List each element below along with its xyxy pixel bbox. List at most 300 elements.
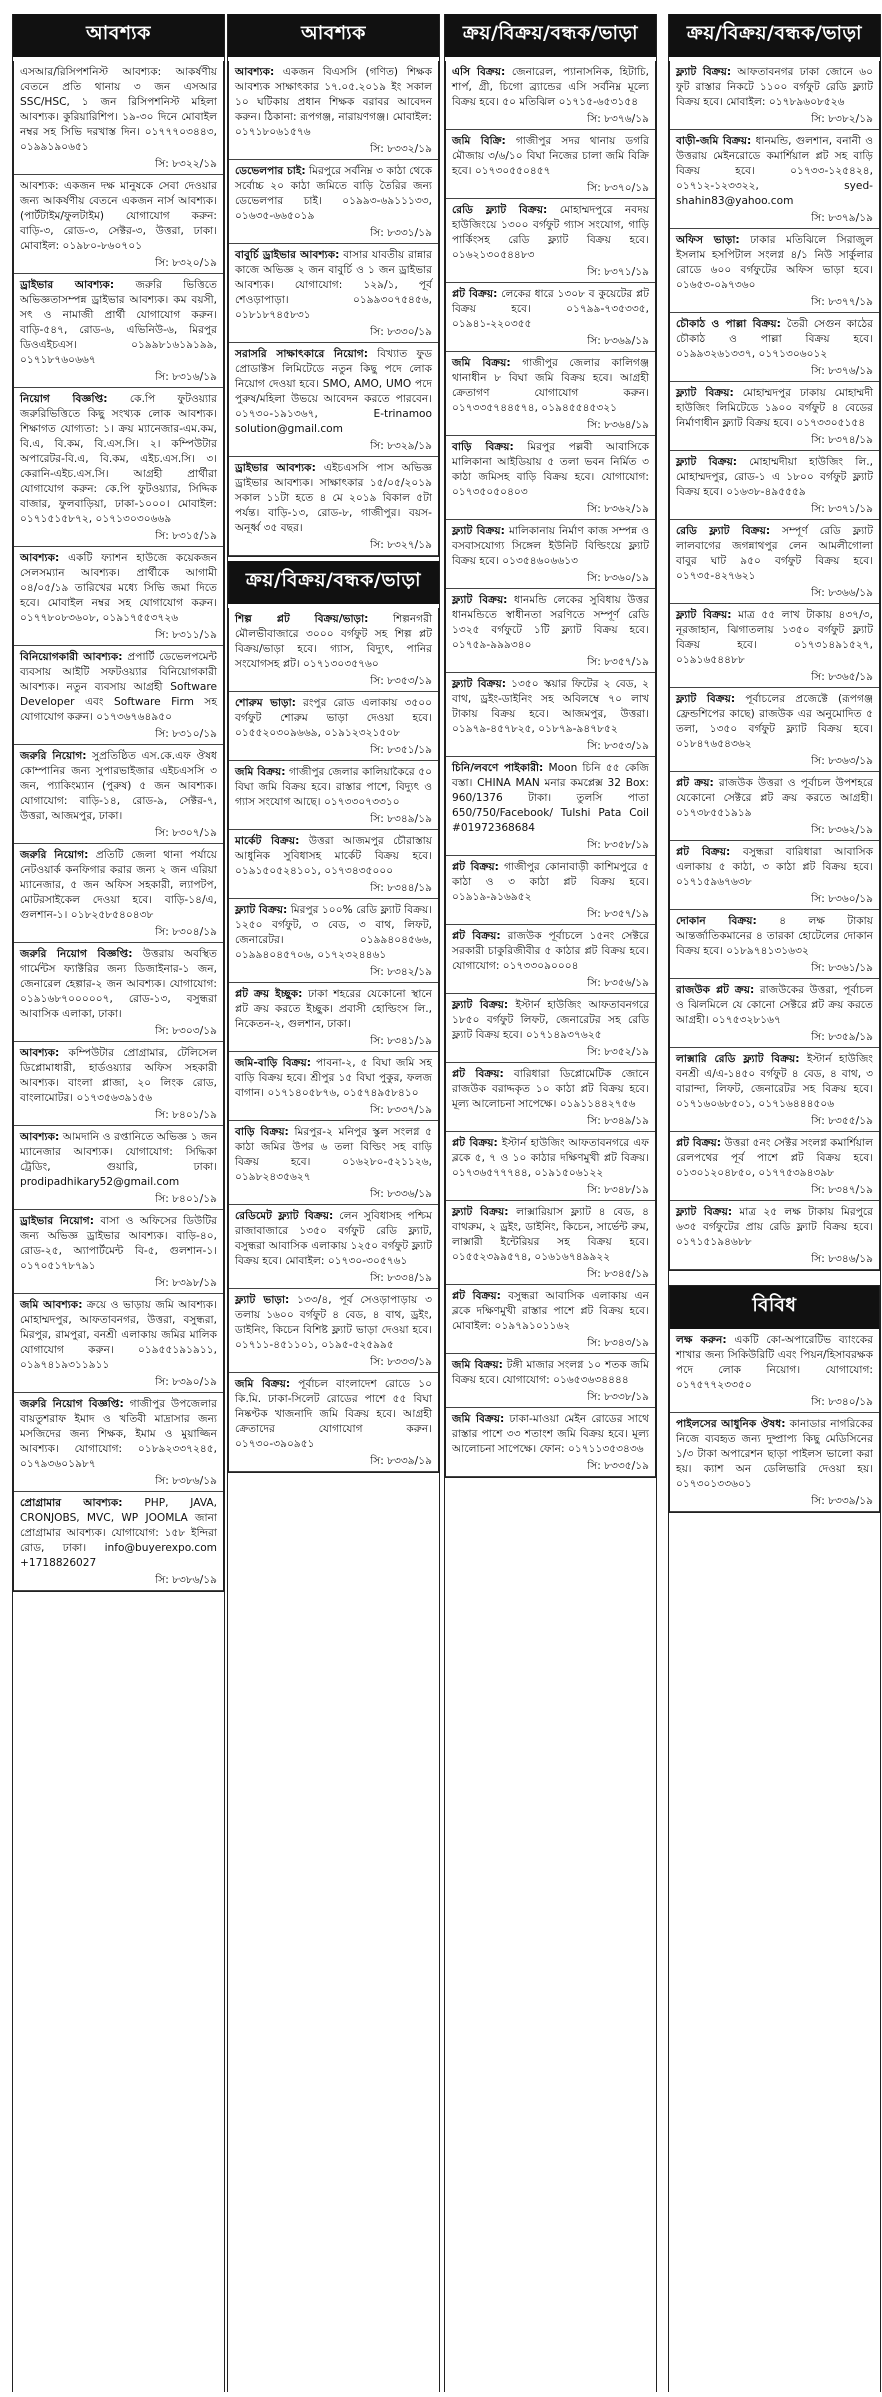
classified-ad [670, 61, 879, 130]
classified-ad [670, 451, 879, 520]
ad-body: মালিকানায় নির্মাণ কাজ সম্পন্ন ও বসবাসযোগ্য সিঙ্গেল ইউনিট বিল্ডিংয়ে ফ্ল্যাট বিক্রয় হবে। ০১৩৫৪৬০৬৬১৩ [452, 525, 650, 567]
classified-ad [670, 130, 879, 229]
ad-code: সি: ৮৩৪৩/১৯ [587, 1337, 649, 1349]
classified-ad [14, 1042, 223, 1126]
ad-body: গাজীপুর সদর থানায় ডগরি মৌজায় ৩/৬/১০ বিঘা নিজের চালা জমি বিক্রি হবে। ০১৭৩০৫৫০৪৫৭ [452, 135, 649, 177]
ad-body: ঢাকার মতিঝিলে সিরাজুল ইসলাম হসপিটাল সংলগ্ন ৪/১ নিউ সার্কুলার রোডে ৬০০ বর্গফুটের অফিস ভাড়া হবে। ০১৬৫৩-০৯৭৩৬০ [676, 234, 873, 291]
classified-ad [14, 1210, 223, 1294]
ad-body: ধানমন্ডি লেকের সুবিধায় উত্তর ধানমন্ডিতে স্বাধীনতা সরণিতে সম্পূর্ণ রেডি ১৩২৫ বর্গফুটে ১টি ফ্ল্যাট বিক্রয় হবে। ০১৭৫৯-৯৯৯৩৪০ [452, 594, 649, 651]
ad-code: সি: ৮৩৭১/১৯ [811, 503, 873, 515]
ad-list [228, 61, 439, 557]
classified-ad [14, 388, 223, 547]
ad-text [452, 440, 649, 500]
ad-body: ঢাকা শহরের যেকোনো স্থানে প্লট ক্রয় করতে ইচ্ছুক। প্রবাসী হোল্ডিংস লি., নিকেতন-২, গুলশান, ঢাকা। [235, 988, 432, 1030]
ad-body: বিখ্যাত ফুড প্রোডাক্টস লিমিটেডে নতুন কিছু পদে লোক নিয়োগ দেওয়া হবে। SMO, AMO, UMO পদে পুরুষ/মহিলা উভয়ে আবেদন করতে পারবেন। ০১৭৩০-১৯১৩৬৭, E-trinamoo solution@gmail.com [235, 348, 433, 435]
ad-text [235, 765, 432, 810]
classified-ad [446, 1132, 655, 1201]
ad-code: সি: ৮৩৩৯/১৯ [811, 1495, 873, 1507]
ad-text [235, 1293, 432, 1353]
ad-title: শিল্প প্লট বিক্রয়/ভাড়া: [235, 613, 369, 625]
classified-ad [446, 1354, 655, 1408]
classified-ad [446, 856, 655, 925]
section-header-misc: বিবিধ [670, 1286, 879, 1329]
ad-text [20, 650, 217, 725]
ad-code: সি: ৮৩২৯/১৯ [370, 440, 432, 452]
ad-code: সি: ৮৩৫৯/১৯ [811, 1031, 873, 1043]
classified-ad [446, 673, 655, 757]
classified-ad [229, 61, 438, 160]
classified-ad [446, 1408, 655, 1477]
ad-title: বাড়ী-জমি বিক্রয়: [676, 135, 752, 147]
classified-ad [446, 994, 655, 1063]
classified-ad [446, 130, 655, 199]
ad-title: জমি বিক্রয়: [235, 766, 286, 778]
ad-body: কে.পি ফুটওয়্যার জরুরিভিত্তিতে কিছু সংখ্যক লোক আবশ্যক। শিক্ষাগত যোগ্যতা: ১। ক্রয় ম্যানেজার-এম.কম, বি.এ, বি.কম, বি.এস.সি। ২। কম্পিউটার অপারেটর-বি.এ, বি.কম, এইচ.এস.সি। ৩। কেরানি-এইচ.এস.সি। আগ্রহী প্রার্থীরা যোগাযোগ করুন: কে.পি ফুটওয়্যার, সিদ্দিক বাজার, ফুলবাড়িয়া, ঢাকা-১০০০। মোবাইল: ০১৭১৫১৫৮৭২, ০১৭১৩০৩০৬৬৯ [20, 393, 217, 525]
classified-ad [14, 274, 223, 388]
ad-text [235, 248, 432, 323]
ad-code: সি: ৮৩৩০/১৯ [370, 326, 432, 338]
ad-text [676, 608, 873, 668]
ad-code: সি: ৮৩৬৫/১৯ [811, 671, 873, 683]
ad-body: রাজউক পূর্বাচলে ১৫নং সেক্টরে সরকারী চাকুরিজীবীর ৫ কাঠার প্লট বিক্রয় হবে। যোগাযোগ: ০১৭৩৩০৯০০০৪ [452, 930, 649, 972]
ad-body: এইচএসসি পাস অভিজ্ঞ ড্রাইভার আবশ্যক। সাক্ষাৎকার ১৫/০৫/২০১৯ সকাল ১১টা হতে ৪ মে ২০১৯ বিকাল ৫টা পর্যন্ত। বাড়ি-১৩, রোড-৮, গাজীপুর। বয়স-অনূর্ধ্ব ৩৫ বছর। [235, 462, 432, 534]
classified-ad [14, 1294, 223, 1393]
ad-title: রেডি ফ্ল্যাট বিক্রয়: [452, 204, 548, 216]
ad-title: প্লট বিক্রয়: [452, 861, 499, 873]
ad-text [676, 524, 873, 584]
ad-code: সি: ৮৩৭৭/১৯ [811, 296, 873, 308]
classified-ad [670, 1201, 879, 1270]
ad-body: বারিধারা ডিপ্লোমেটিক জোনে রাজউক বরাদ্দকৃত ১০ কাঠা প্লট বিক্রয় হবে। মূল্য আলোচনা সাপেক্ষে। ০১৯১১৪৪২৭৫৬ [452, 1068, 649, 1110]
classified-ad [670, 772, 879, 841]
section-header: আবশ্যক [228, 14, 439, 57]
ad-body: মাত্র ২৫ লক্ষ টাকায় মিরপুরে ৬৩৫ বর্গফুটের প্রায় রেডি ফ্ল্যাট বিক্রয় হবে। ০১৭১৫১৯৪৬৮৮ [676, 1206, 874, 1248]
classified-ad [229, 1052, 438, 1121]
ad-text [452, 929, 649, 974]
ad-text [20, 278, 217, 368]
ad-text [235, 696, 432, 741]
ad-body: বসুন্ধরা বারিধারা আবাসিক এলাকায় ৫ কাঠা, ৩ কাঠা প্লট বিক্রয় হবে। ০১৭১৫৯৬৭৬৩৮ [676, 846, 873, 888]
ad-body: উত্তরা ৫নং সেক্টর সংলগ্ন কমার্শিয়াল রেলপথের পূর্ব পাশে প্লট বিক্রয় হবে। ০১৩০১২০৪৮৫০, ০১৭৭৫৩৯৪৩৯৮ [676, 1137, 873, 1179]
ad-title: দোকান বিক্রয়: [676, 915, 757, 927]
ad-title: জরুরি নিয়োগ: [20, 849, 89, 861]
classified-ad [670, 979, 879, 1048]
ad-text [452, 203, 649, 263]
ad-code: সি: ৮৩৬৯/১৯ [587, 335, 649, 347]
ad-text [452, 1289, 649, 1334]
ad-title: ফ্ল্যাট বিক্রয়: [676, 387, 734, 399]
ad-code: সি: ৮৪০১/১৯ [155, 1109, 217, 1121]
ad-body: বসুন্ধরা আবাসিক এলাকায় এন ব্লকে দক্ষিণমুখী রাস্তার পাশে প্লট বিক্রয় হবে। মোবাইল: ০১৯৭৯১০১১৬২ [452, 1290, 649, 1332]
ad-title: প্লট ক্রয় ইচ্ছুক: [235, 988, 303, 1000]
ad-title: জরুরি নিয়োগ বিজ্ঞপ্তি: [20, 1398, 124, 1410]
ad-title: আবশ্যক: [20, 1131, 60, 1143]
ad-body: গাজীপুর জেলার কালিয়াকৈরে ৫০ বিঘা জমি বিক্রয় হবে। রাস্তার পাশে, বিদ্যুৎ ও গ্যাস সংযোগ আছে। ০১৭৩৩০৭৩৩১০ [235, 766, 432, 808]
ad-text [676, 983, 873, 1028]
ad-body: মিরপুরে সর্বনিম্ন ৩ কাঠা থেকে সর্বোচ্চ ২০ কাঠা জমিতে বাড়ি তৈরির জন্য ডেভেলপার চাই। ০১৯৯৩-৬৯১১১৩৩, ০১৬৩৫-৬৬৫০১৯ [235, 165, 432, 222]
ad-code: সি: ৮৩৬০/১৯ [587, 572, 649, 584]
ad-title: জমি বিক্রয়: [452, 1359, 503, 1371]
classified-ad [14, 745, 223, 844]
column-buy-sell-2 [668, 14, 881, 2392]
ad-body: ইস্টার্ন হাউজিং আফতাবনগরে ১৮৫০ বর্গফুট লিফট, জেনারেটর সহ রেডি ফ্ল্যাট বিক্রয় হবে। ০১৭১৪৯৩৭৬২৫ [452, 999, 649, 1041]
ad-text [235, 1377, 432, 1452]
ad-title: প্রোগ্রামার আবশ্যক: [20, 1497, 123, 1509]
ad-body: ইস্টার্ন হাউজিং বনশ্রী এ/এ-১৪৫০ বর্গফুট ৪ বেড, ৪ বাথ, ৩ বারান্দা, লিফট, জেনারেটর সহ বিক্রয় হবে। ০১৭১৬০৬৮৫০১, ০১৭১৬৪৪৪৫০৬ [676, 1053, 873, 1110]
ad-body: মোহাম্মদীয়া হাউজিং লি., মোহাম্মদপুর, রোড-১ এ ১৮০০ বর্গফুট ফ্ল্যাট বিক্রয় হবে। ০১৬৩৮-৪৯৫৫৫৯ [676, 456, 873, 498]
ad-code: সি: ৮৩৭১/১৯ [587, 266, 649, 278]
ad-body: টঙ্গী মাজার সংলগ্ন ১০ শতক জমি বিক্রয় হবে। যোগাযোগ: ০১৬৫৩৬৩৪৪৪৪ [452, 1359, 649, 1386]
section-header: ক্রয়/বিক্রয়/বন্ধক/ভাড়া [445, 14, 656, 57]
ad-title: প্লট বিক্রয়: [452, 1290, 501, 1302]
classified-ad [229, 983, 438, 1052]
ad-code: সি: ৮৩৪২/১৯ [370, 966, 432, 978]
ad-code: সি: ৮৩৫৩/১৯ [587, 740, 649, 752]
ad-code: সি: ৮৩৮৬/১৯ [155, 1574, 217, 1586]
ad-title: পাইলসের আধুনিক ঔষধ: [676, 1418, 786, 1430]
classified-ad [229, 457, 438, 556]
ad-title: জমি বিক্রয়: [452, 357, 511, 369]
column-buy-sell-1 [444, 14, 657, 2392]
classified-ad [14, 844, 223, 943]
ad-title: ফ্ল্যাট বিক্রয়: [676, 693, 736, 705]
ad-text [452, 1412, 649, 1457]
ad-body: ঢাকা-মাওয়া মেইন রোডের সাথে রাস্তার পাশে ৩৩ শতাংশ জমি বিক্রয় হবে। মূল্য আলোচনা সাপেক্ষে। ফোন: ০১৭১১৩৫৩৪৩৬ [452, 1413, 649, 1455]
ad-code: সি: ৮৩৩৩/১৯ [370, 1356, 432, 1368]
ad-body: লাক্সারিয়াস ফ্ল্যাট ৪ বেড, ৪ বাথরুম, ২ ড্রইং, ডাইনিং, কিচেন, সার্ভেন্ট রুম, লাক্সারী ইন্টেরিয়র সহ বিক্রয় হবে। ০১৫৫২৩৯৯৫৭৪, ০১৬১৬৭৪৯৯২২ [452, 1206, 649, 1263]
ad-code: সি: ৮৩৫৩/১৯ [370, 675, 432, 687]
ad-code: সি: ৮৩২৭/১৯ [370, 539, 432, 551]
ad-body: পাবনা-২, ৫ বিঘা জমি সহ বাড়ি বিক্রয় হবে। শ্রীপুর ১৫ বিঘা পুকুর, ফলজ বাগান। ০১৭১৪০৫৮৭৬, ০১৫৭৪৯৫৮৪১০ [235, 1057, 432, 1099]
ad-code: সি: ৮৩২২/১৯ [155, 158, 217, 170]
ad-title: রেডিমেট ফ্ল্যাট বিক্রয়: [235, 1210, 334, 1222]
ad-text [20, 179, 217, 254]
ad-text [452, 593, 649, 653]
ad-code: সি: ৮৩৪৯/১৯ [370, 813, 432, 825]
ad-title: অফিস ভাড়া: [676, 234, 740, 246]
ad-text [676, 1205, 873, 1250]
classified-ad [14, 175, 223, 274]
ad-text [452, 287, 649, 332]
ad-code: সি: ৮৩৭৬/১৯ [587, 113, 649, 125]
ad-text [235, 347, 432, 437]
classified-ad [14, 1393, 223, 1492]
ad-title: জমি-বাড়ি বিক্রয়: [235, 1057, 311, 1069]
ad-body: জরুরি ভিত্তিতে অভিজ্ঞতাসম্পন্ন ড্রাইভার আবশ্যক। কম বয়সী, সৎ ও নামাজী প্রার্থী যোগাযোগ করুন। বাড়ি-৫৪৭, রোড-৬, এভিনিউ-৬, মিরপুর ডিওএইচএস। ০১৯৯৮১৬১৯১৯৯, ০১৭১৮৭৬০৬৬৭ [20, 279, 217, 366]
classified-ad [14, 1126, 223, 1210]
ad-body: ১৩৫০ স্কয়ার ফিটের ২ বেড, ২ বাথ, ড্রইং-ডাইনিং সহ অবিলম্বে ৭০ লাখ টাকায় বিক্রয় হবে। আজমপুর, উত্তরা। ০১৯৭৯-৪৫৭৮২৫, ০১৮৭৯-৯৪৭৮৫২ [452, 678, 649, 735]
ad-text [452, 761, 649, 836]
ad-text [676, 134, 873, 209]
classified-ad [14, 646, 223, 745]
ad-code: সি: ৮৩৩৪/১৯ [370, 1272, 432, 1284]
ad-body: PHP, JAVA, CRONJOBS, MVC, WP JOOMLA জানা প্রোগ্রামার আবশ্যক। যোগাযোগ: ১৫৮ ইন্দিরা রোড, ঢাকা। info@buyerexpo.com +1718826027 [20, 1497, 217, 1569]
classified-ad [670, 1048, 879, 1132]
ad-title: চিনি/লবণে পাইকারী: [452, 762, 544, 774]
column-wanted-1 [12, 14, 225, 2392]
ad-text [676, 386, 873, 431]
ad-code: সি: ৮৩১৫/১৯ [155, 530, 217, 542]
column-wanted-2 [227, 14, 440, 2392]
ad-title: ফ্ল্যাট বিক্রয়: [676, 1206, 733, 1218]
ad-text [676, 1333, 873, 1393]
ad-code: সি: ৮৩৪৬/১৯ [811, 1253, 873, 1265]
classified-ad [446, 925, 655, 994]
ad-title: বাড়ি বিক্রয়: [235, 1126, 289, 1138]
ad-code: সি: ৮৩৩৮/১৯ [587, 1391, 649, 1403]
ad-text [676, 1052, 873, 1112]
ad-body: ১৩৩/৪, পূর্ব সেওড়াপাড়ায় ৩ তলায় ১৬০০ বর্গফুট ৪ বেড, ৪ বাথ, ড্রইং, ডাইনিং, কিচেন বিশিষ্ট ফ্ল্যাট ভাড়া দেওয়া হবে। ০১৭১১-৪৫১১০১, ০১৯৫-৫২৫৯৯৫ [235, 1294, 432, 1351]
ad-title: ড্রাইভার আবশ্যক: [20, 279, 115, 291]
ad-code: সি: ৮৩৫৬/১৯ [587, 977, 649, 989]
classified-ad [14, 61, 223, 175]
ad-body: গাজীপুর জেলার কালিগঞ্জ থানাধীন ৮ বিঘা জমি বিক্রয় হবে। আগ্রহী ক্রেতাগণ যোগাযোগ করুন। ০১৭৩৩৫৭৪৪৫৭৪, ০১৯৪৫৫৪৫৩২১ [452, 357, 650, 414]
classified-ad [229, 1205, 438, 1289]
ad-title: জরুরি নিয়োগ বিজ্ঞপ্তি: [20, 948, 133, 960]
ad-title: ফ্ল্যাট বিক্রয়: [452, 594, 508, 606]
ad-body: লেকের ধারে ১৩০৮ ব কুয়েটের প্লট বিক্রয় হবে। ০১৭৯৯-৭৩৫৩৩৫, ০১৯৪১-২২০৩৫৫ [452, 288, 649, 330]
ad-code: সি: ৮৩৯০/১৯ [155, 1376, 217, 1388]
ad-body: মিরপুর-২ মনিপুর স্কুল সংলগ্ন ৫ কাঠা জমির উপর ৬ তলা বিল্ডিং সহ বাড়ি বিক্রয় হবে। ০১৬২৮০-৫২১১২৬, ০১৯৮২৪৩৫৬২৭ [235, 1126, 432, 1183]
ad-code: সি: ৮৩৪৯/১৯ [587, 1115, 649, 1127]
classified-ad [229, 1289, 438, 1373]
ad-code: সি: ৮৩৭০/১৯ [587, 182, 649, 194]
ad-code: সি: ৮৩৬৪/১৯ [587, 419, 649, 431]
ad-code: সি: ৮৩৬৩/১৯ [811, 755, 873, 767]
ad-text [452, 1067, 649, 1112]
ad-body: মোহাম্মদপুরে নবদয় হাউজিংয়ে ১৩০০ বর্গফুট গ্যাস সংযোগ, গাড়ি পার্কিংসহ রেডি ফ্ল্যাট বিক্রয় হবে। ০১৬২১৩০৫৪৪৮৩ [452, 204, 649, 261]
ad-text [235, 164, 432, 224]
ad-body: মোহাম্মদপুর ঢাকায় মোহাম্মদী হাউজিং লিমিটেডে ১৯০০ বর্গফুট ৪ বেডের নির্মাণাধীন ফ্ল্যাট বিক্রয় হবে। ০১৭৩৩০৫১৫৪ [676, 387, 874, 429]
classified-ad [229, 1121, 438, 1205]
ad-text [20, 1496, 217, 1571]
ad-title: জমি বিক্রি: [452, 135, 506, 147]
ad-code: সি: ৮৩৩৯/১৯ [370, 1455, 432, 1467]
ad-title: প্লট বিক্রয়: [676, 846, 731, 858]
ad-text [452, 998, 649, 1043]
ad-body: কানাডার নাগরিকের নিজে ব্যবহৃত জন্য দুষ্প্রাপ্য কিছু মেডিসিনের ১/৩ টাকা অপারেশন ছাড়া পাইলস ভালো করা হয়। ক্যাশ অন ডেলিভারি দেওয়া হয়। ০১৭৩০১৩৩৬০১ [676, 1418, 873, 1490]
classified-ad [670, 229, 879, 313]
ad-text [20, 392, 217, 527]
ad-text [676, 845, 873, 890]
classified-ad [670, 688, 879, 772]
ad-body: ৪ লক্ষ টাকায় আন্তর্জাতিকমানের ৪ তারকা হোটেলের দোকান বিক্রয় হবে। ০১৮৯৭৪১৩১৬৩২ [676, 915, 873, 957]
classified-ad [229, 343, 438, 457]
ad-text [235, 461, 432, 536]
classified-ad [229, 244, 438, 343]
ad-title: ফ্ল্যাট বিক্রয়: [676, 609, 732, 621]
ad-list [228, 608, 439, 1473]
ad-body: একটি কো-অপারেটিভ ব্যাংকের শাখার জন্য সিকিউরিটি এবং পিয়ন/হিসাবরক্ষক পদে লোক নিয়োগ। যোগাযোগ: ০১৭৫৭৭২৩৩৫০ [676, 1334, 873, 1391]
ad-code: সি: ৮৩১১/১৯ [155, 629, 217, 641]
ad-body: শিল্পনগরী মৌলভীবাজারে ৩০০০ বর্গফুট সহ শিল্প প্লট বিক্রয়/ভাড়া হবে। গ্যাস, বিদ্যুৎ, পানির সংযোগসহ প্লট। ০১৭১৩০৩৫৭৬০ [235, 613, 432, 670]
ad-code: সি: ৮৩৩৭/১৯ [370, 1104, 432, 1116]
ad-title: প্লট বিক্রয়: [676, 1137, 722, 1149]
ad-body: সম্পূর্ণ রেডি ফ্ল্যাট লালবাগের জগন্নাথপুর লেন আমলীগোলা বাবুর ঘাট ৯৫০ বর্গফুট বিক্রয় হবে। ০১৭৩৫-৪২৭৬২১ [676, 525, 873, 582]
ad-text [20, 749, 217, 824]
classified-ad [670, 841, 879, 910]
ad-code: সি: ৮৩৮২/১৯ [811, 113, 873, 125]
ad-title: প্লট বিক্রয়: [452, 1068, 504, 1080]
ad-text [452, 860, 649, 905]
section-header: আবশ্যক [13, 14, 224, 57]
ad-title: আবশ্যক: [235, 66, 275, 78]
ad-body: কম্পিউটার প্রোগ্রামার, টেলিসেল ডিপ্লোমাধারী, হার্ডওয়্যার অফিস সহকারী আবশ্যক। বাংলা প্লাজা, ২০ লিংক রোড, বাংলামোটর। ০১৭৩৫৬৩৯১৫৬ [20, 1047, 218, 1104]
ad-text [235, 612, 432, 672]
ad-title: চৌকাঠ ও পাল্লা বিক্রয়: [676, 318, 781, 330]
ad-text [452, 1205, 649, 1265]
ad-code: সি: ৮৩৭৪/১৯ [811, 434, 873, 446]
classified-ad [229, 692, 438, 761]
ad-text [20, 947, 217, 1022]
classified-ad [670, 1413, 879, 1512]
ad-code: সি: ৮৩৭৬/১৯ [811, 365, 873, 377]
ad-text [20, 1214, 217, 1274]
ad-body: উত্তরা আজমপুর চৌরাস্তায় আধুনিক সুবিধাসহ মার্কেট বিক্রয় হবে। ০১৯১৫০৫২৪১০১, ০১৭৩৪৩৫০০০ [235, 835, 432, 877]
ad-text [235, 903, 432, 963]
ad-code: সি: ৮৩৬২/১৯ [587, 503, 649, 515]
ad-text [20, 65, 217, 155]
section-header: ক্রয়/বিক্রয়/বন্ধক/ভাড়া [669, 14, 880, 57]
ad-body: ইস্টার্ন হাউজিং আফতাবনগরে এফ ব্লকে ৫, ৭ ও ১০ কাঠার দক্ষিণমুখী প্লট বিক্রয়। ০১৭৩৬৫৭৭৭৪৪, ০১৯১৫০৬১২২ [452, 1137, 649, 1179]
ad-text [676, 776, 873, 821]
classified-ad [446, 436, 655, 520]
ad-body: প্রতিটি জেলা থানা পর্যায়ে নেটওয়ার্ক কনফিগার করার জন্য ২ জন এরিয়া ম্যানেজার, ৫ জন অফিস সহকারী, ল্যাপটপ, মোটরসাইকেল দেওয়া হবে। বাড়ি-১৪/এ, গুলশান-১। ০১৮২৫৮৫৪০৪৩৮ [20, 849, 217, 921]
ad-title: নিয়োগ বিজ্ঞপ্তি: [20, 393, 108, 405]
ad-text [676, 1417, 873, 1492]
ad-body: রাজউক উত্তরা ও পূর্বাচল উপশহরে যেকোনো সেক্টরে প্লট ক্রয় করতে আগ্রহী। ০১৭৩৮৫৫১৯১৯ [676, 777, 873, 819]
ad-text [20, 848, 217, 923]
ad-text [235, 1056, 432, 1101]
ad-title: ফ্ল্যাট বিক্রয়: [452, 525, 505, 537]
ad-code: সি: ৮৩৪০/১৯ [811, 1396, 873, 1408]
ad-code: সি: ৮৩৬৬/১৯ [811, 587, 873, 599]
ad-body: বাসার যাবতীয় রান্নার কাজে অভিজ্ঞ ২ জন বাবুর্চি ও ১ জন ড্রাইভার আবশ্যক। যোগাযোগ: ১২৯/১, পূর্ব শেওড়াপাড়া। ০১৯৯৩০৭৫৪৫৬, ০১৮১৮৭৪৫৮৩১ [235, 249, 432, 321]
ad-title: প্লট বিক্রয়: [452, 930, 501, 942]
classified-ad [446, 1063, 655, 1132]
classified-ad [229, 830, 438, 899]
ad-text [20, 551, 217, 626]
ad-code: সি: ৮৩৫১/১৯ [370, 744, 432, 756]
ad-text [235, 1125, 432, 1185]
ad-code: সি: ৮৩০৩/১৯ [155, 1025, 217, 1037]
ad-title: মার্কেট বিক্রয়: [235, 835, 300, 847]
ad-text [452, 1358, 649, 1388]
ad-title: ফ্ল্যাট বিক্রয়: [676, 66, 732, 78]
ad-text [235, 834, 432, 879]
ad-code: সি: ৮৩৫২/১৯ [587, 1046, 649, 1058]
ad-text [235, 987, 432, 1032]
ad-title: ফ্ল্যাট বিক্রয়: [676, 456, 738, 468]
ad-body: প্রপার্টি ডেভেলপমেন্ট ব্যবসায় আইটি সফটওয়্যার বিনিয়োগকারী আবশ্যক। নতুন ব্যবসায় আগ্রহী Software Developer এবং Software Firm সহ যোগাযোগ করুন। ০১৭৩৬৭৬৪৯৫০ [20, 651, 217, 723]
classified-ad [229, 608, 438, 692]
ad-list [13, 61, 224, 1592]
ad-code: সি: ৮৩২০/১৯ [155, 257, 217, 269]
ad-code: সি: ৮৩৯৮/১৯ [155, 1277, 217, 1289]
ad-title: জমি বিক্রয়: [452, 1413, 505, 1425]
misc-section [669, 1285, 880, 1513]
ad-body: একজন বিএসসি (গণিত) শিক্ষক আবশ্যক সাক্ষাৎকার ১৭.০৫.২০১৯ ইং সকাল ১০ ঘটিকায় প্রধান শিক্ষক বরাবর আবেদন করুন। ঠিকানা: রূপগঞ্জ, নারায়ণগঞ্জ। মোবাইল: ০১৭১৮০৬১৫৭৬ [235, 66, 433, 138]
ad-text [20, 1046, 217, 1106]
ad-title: বাড়ি বিক্রয়: [452, 441, 514, 453]
classified-ad [670, 382, 879, 451]
ad-title: বিনিয়োগকারী আবশ্যক: [20, 651, 123, 663]
classified-ad [446, 283, 655, 352]
ad-title: রাজউক প্লট ক্রয়: [676, 984, 755, 996]
ad-code: সি: ৮৩৪৭/১৯ [811, 1184, 873, 1196]
ad-body: একটি ফ্যাশন হাউজে কয়েকজন সেলসম্যান আবশ্যক। প্রার্থীকে আগামী ০৪/০৫/১৯ তারিখের মধ্যে সিভি জমা দিতে হবে। মোবাইল নম্বর সহ যোগাযোগ করুন। ০১৭৭৮০৮৩৬০৮, ০১৯১৭৫৫৩৭২৬ [20, 552, 217, 624]
ad-title: ডেভেলপার চাই: [235, 165, 306, 177]
ad-code: সি: ৮৩৫৮/১৯ [587, 839, 649, 851]
ad-text [676, 455, 873, 500]
ad-body: মাত্র ৫৫ লাখ টাকায় ৪৩৭/৩, নূরজাহান, ঝিগাতলায় ১৩৫০ বর্গফুট ফ্ল্যাট বিক্রয় হবে। ০১৭৩১৪৯১৫২৭, ০১৯১৬৫৪৪৮৮ [676, 609, 873, 666]
ad-title: প্লট ক্রয়: [676, 777, 714, 789]
ad-text [676, 914, 873, 959]
ad-text [676, 692, 873, 752]
ad-list [670, 1329, 879, 1512]
ad-text [676, 1136, 873, 1181]
ad-text [452, 134, 649, 179]
ad-body: আবশ্যক: একজন দক্ষ মানুষকে সেবা দেওয়ার জন্য আকর্ষণীয় বেতনে একজন নার্স আবশ্যক। (পার্টটাইম/ফুলটাইম) যোগাযোগ করুন: বাড়ি-৩, রোড-৩, সেক্টর-৩, উত্তরা, ঢাকা। মোবাইল: ০১৯৮০-৮৬০৭০১ [20, 180, 217, 252]
ad-title: জমি আবশ্যক: [20, 1299, 83, 1311]
classified-ad [14, 547, 223, 646]
ad-body: গাজীপুর কোনাবাড়ী কাশিমপুরে ৫ কাঠা ও ৩ কাঠা প্লট বিক্রয় হবে। ০১৯১৯-৯১৬৯৫২ [452, 861, 649, 903]
ad-text [676, 317, 873, 362]
ad-text [20, 1130, 217, 1190]
ad-title: লাক্সারি রেডি ফ্ল্যাট বিক্রয়: [676, 1053, 800, 1065]
ad-body: রাজউকের উত্তরা, পূর্বাচল ও ঝিলমিলে যে কোনো সেক্টরে প্লট ক্রয় করতে আগ্রহী। ০১৭৫৩২৮১৬৭ [676, 984, 873, 1026]
ad-code: সি: ৮৩৩২/১৯ [370, 143, 432, 155]
classified-ad [446, 352, 655, 436]
ad-body: উত্তরায় অবস্থিত গার্মেন্টস ফ্যাক্টরির জন্য ডিজাইনার-১ জন, জেনারেল হেল্পার-২ জন আবশ্যক। যোগাযোগ: ০১৯১৬৮৭০০০০০৭, রোড-১৩, বসুন্ধরা আবাসিক এলাকা, ঢাকা। [20, 948, 218, 1020]
classified-ad [446, 1285, 655, 1354]
ad-body: জেনারেল, প্যানাসনিক, হিটাচি, শার্প, গ্রী, চিগো ব্র্যান্ডের এসি সর্বনিম্ন মূল্যে বিক্রয় হবে। ৫০ মতিঝিল ০১৭১৫-৬৫৩১৫৪ [452, 66, 649, 108]
classified-ad [229, 1373, 438, 1472]
ad-title: ফ্ল্যাট বিক্রয়: [452, 1206, 509, 1218]
ad-body: রংপুর রোড এলাকায় ৩৫০০ বর্গফুট শোরুম ভাড়া দেওয়া হবে। ০১৫৫২০৩০৯৬৬৯, ০১৯১২৩২১৫০৮ [235, 697, 432, 739]
ad-code: সি: ৮৩৬২/১৯ [811, 824, 873, 836]
classified-ad [446, 757, 655, 856]
ad-code: সি: ৮৩১০/১৯ [155, 728, 217, 740]
classified-ad [446, 520, 655, 589]
ad-body: মিরপুর পল্লবী আবাসিকে মালিকানা আইডিয়ায় ৫ তলা ভবন নির্মিত ৩ কাঠা জমিসহ বাড়ি বিক্রয় হবে। যোগাযোগ: ০১৭৩৫০৫০৪০৩ [452, 441, 649, 498]
ad-title: প্লট বিক্রয়: [452, 1137, 498, 1149]
ad-text [676, 233, 873, 293]
classified-ad [229, 160, 438, 244]
ad-code: সি: ৮৩০৭/১৯ [155, 827, 217, 839]
ad-title: এসি বিক্রয়: [452, 66, 506, 78]
ad-title: ড্রাইভার নিয়োগ: [20, 1215, 94, 1227]
ad-text [452, 65, 649, 110]
classified-ad [670, 1329, 879, 1413]
ad-list [445, 61, 656, 1478]
ad-code: সি: ৮৩৬০/১৯ [811, 893, 873, 905]
ad-code: সি: ৮৩০৪/১৯ [155, 926, 217, 938]
ad-body: Moon চিনি ৫৫ কেজি বস্তা। CHINA MAN মনার কমপ্লেক্স 32 Box: 960/1376 টাকা। তুলসি পাতা 650/750/Facebook/ Tulshi Pata Coil #01972368684 [452, 762, 649, 834]
ad-body: সুপ্রতিষ্ঠিত এস.কে.এফ ঔষধ কোম্পানির জন্য সুপারভাইজার এইচএসসি ৩ জন, প্যাকিংম্যান (পুরুষ) ৫ জন আবশ্যক। যোগাযোগ: বাড়ি-১৪, রোড-৯, সেক্টর-৭, উত্তরা, আজমপুর, ঢাকা। [20, 750, 217, 822]
ad-code: সি: ৮৩৬১/১৯ [811, 962, 873, 974]
classified-ad [14, 943, 223, 1042]
ad-body: ধানমন্ডি, গুলশান, বনানী ও উত্তরায় মেইনরোডে কমার্শিয়াল প্লট সহ বাড়ি বিক্রয় হবে। ০১৭৩৩-১২৫৪২৪, ০১৭১২-১২৩৩২২, syed-shahin83@yahoo.com [676, 135, 873, 207]
ad-text [235, 1209, 432, 1269]
classified-ad [229, 761, 438, 830]
ad-title: রেডি ফ্ল্যাট বিক্রয়: [676, 525, 771, 537]
ad-text [452, 524, 649, 569]
classified-ad [446, 61, 655, 130]
ad-title: ড্রাইভার আবশ্যক: [235, 462, 316, 474]
ad-code: সি: ৮৩১৬/১৯ [155, 371, 217, 383]
ad-title: ফ্ল্যাট বিক্রয়: [452, 678, 506, 690]
